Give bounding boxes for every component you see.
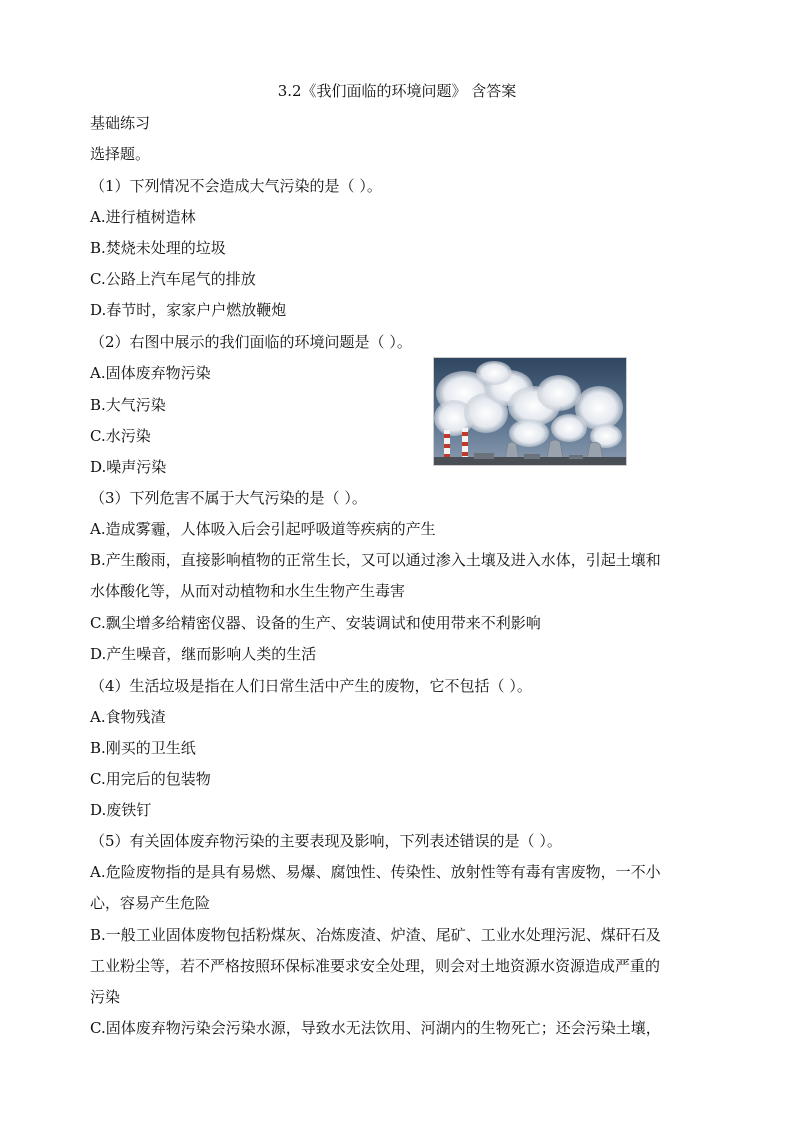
question-stem: （1）下列情况不会造成大气污染的是（ ）。 [90,177,382,195]
option-text: C.公路上汽车尾气的排放 [90,270,256,288]
question-stem: （2）右图中展示的我们面临的环境问题是（ ）。 [90,333,412,351]
option-text: A.危险废物指的是具有易燃、易爆、腐蚀性、传染性、放射性等有毒有害废物，一不小 [90,863,661,881]
option-text: C.飘尘增多给精密仪器、设备的生产、安装调试和使用带来不利影响 [90,614,541,632]
question-stem: （3）下列危害不属于大气污染的是（ ）。 [90,489,367,507]
option-text: D.废铁钉 [90,801,152,819]
option-text: C.水污染 [90,427,151,445]
option-text: C.用完后的包装物 [90,770,211,788]
option-text: B.焚烧未处理的垃圾 [90,239,226,257]
option-text: B.一般工业固体废物包括粉煤灰、冶炼废渣、炉渣、尾矿、工业水处理污泥、煤矸石及 [90,926,661,944]
option-text: D.产生噪音，继而影响人类的生活 [90,645,317,663]
section-heading: 基础练习 [90,114,151,132]
option-text: 心，容易产生危险 [90,894,211,912]
factory-smokestack-pollution-photo [433,357,627,466]
question-stem: （5）有关固体废弃物污染的主要表现及影响，下列表述错误的是（ ）。 [90,832,562,850]
page-title: 3.2《我们面临的环境问题》 含答案 [277,82,517,100]
option-text: 水体酸化等，从而对动植物和水生生物产生毒害 [90,582,406,600]
option-text: A.食物残渣 [90,708,166,726]
option-text: D.噪声污染 [90,458,167,476]
option-text: A.固体废弃物污染 [90,364,211,382]
option-text: A.造成雾霾，人体吸入后会引起呼吸道等疾病的产生 [90,520,436,538]
option-text: B.刚买的卫生纸 [90,739,196,757]
subsection-heading: 选择题。 [90,145,151,163]
question-stem: （4）生活垃圾是指在人们日常生活中产生的废物，它不包括（ ）。 [90,677,532,695]
option-text: 工业粉尘等，若不严格按照环保标准要求安全处理，则会对土地资源水资源造成严重的 [90,957,661,975]
option-text: A.进行植树造林 [90,208,196,226]
option-text: C.固体废弃物污染会污染水源，导致水无法饮用、河湖内的生物死亡；还会污染土壤， [90,1019,661,1037]
option-text: B.大气污染 [90,396,166,414]
option-text: 污染 [90,988,121,1006]
option-text: D.春节时，家家户户燃放鞭炮 [90,301,287,319]
option-text: B.产生酸雨，直接影响植物的正常生长，又可以通过渗入土壤及进入水体，引起土壤和 [90,551,661,569]
